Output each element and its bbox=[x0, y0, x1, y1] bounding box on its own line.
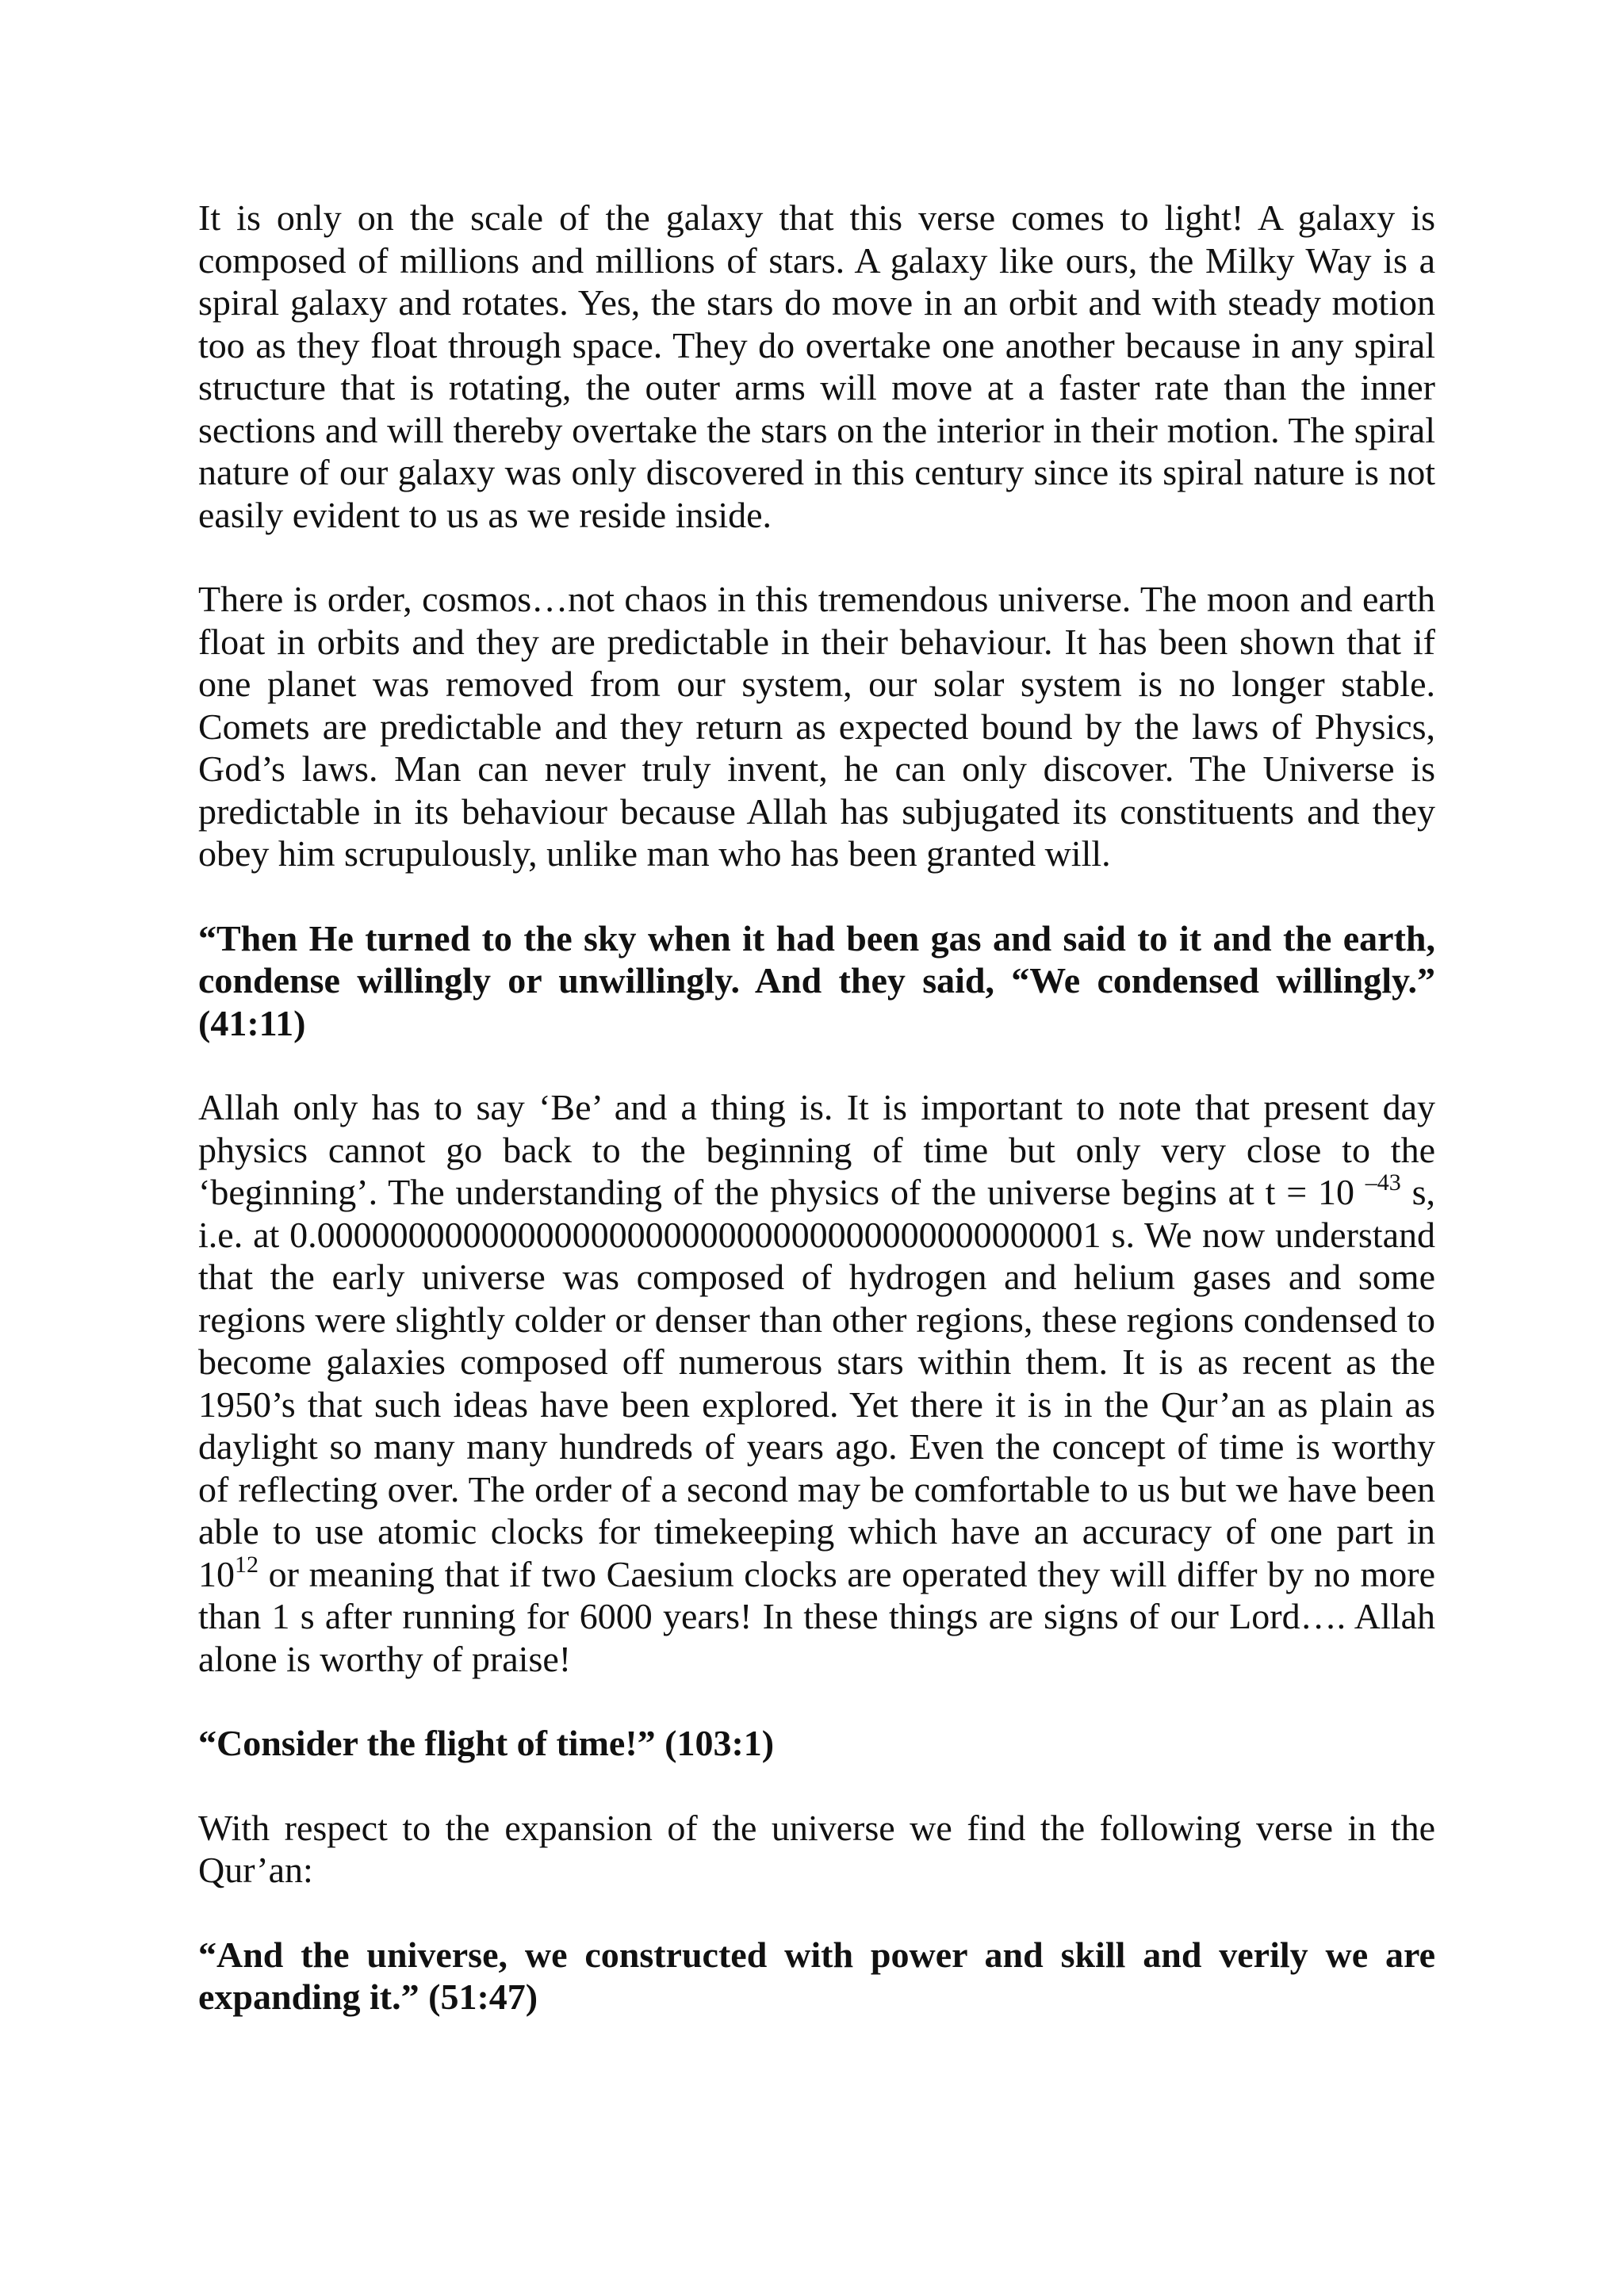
quote-103-1: “Consider the flight of time!” (103:1) bbox=[198, 1723, 775, 1763]
quote-41-11: “Then He turned to the sky when it had been gas and said to it and the earth, condense willingly or unwillingly. And they said, “We condensed willingly.” (41:11) bbox=[198, 917, 1435, 1043]
paragraph-order: There is order, cosmos…not chaos in this tremendous universe. The moon and earth float in orbits and they are predictable in their behaviour. It has been shown that if one planet was removed from our system, our solar system is no longer stable. Comets are predictable and they return as expected bound by the laws of Physics, God’s laws. Man can never truly invent, he can only discover. The Universe is predictable in its behaviour because Allah has subjugated its constituents and they obey him scrupulously, unlike man who has been granted will. bbox=[198, 579, 1435, 874]
paragraph-physics-part-b: s, i.e. at 0.0000000000000000000000000000000000000000001 s. We now understand that the early universe was composed of hydrogen and helium gases and some regions were slightly colder or denser than other regions, these regions condensed to become galaxies composed off numerous stars within them. It is as recent as the 1950’s that such ideas have been explored. Yet there it is in the Qur’an as plain as daylight so many many hundreds of years ago. Even the concept of time is worthy of reflecting over. The order of a second may be comfortable to us but we have been able to use atomic clocks for timekeeping which have an accuracy of one part in 10 bbox=[198, 1172, 1436, 1594]
exponent-minus-43: –43 bbox=[1365, 1169, 1401, 1196]
exponent-12: 12 bbox=[235, 1551, 259, 1578]
paragraph-physics bbox=[198, 1086, 1435, 1680]
paragraph-galaxy: It is only on the scale of the galaxy that this verse comes to light! A galaxy is composed of millions and millions of stars. A galaxy like ours, the Milky Way is a spiral galaxy and rotates. Yes, the stars do move in an orbit and with steady motion too as they float through space. They do overtake one another because in any spiral structure that is rotating, the outer arms will move at a faster rate than the inner sections and will thereby overtake the stars on the interior in their motion. The spiral nature of our galaxy was only discovered in this century since its spiral nature is not easily evident to us as we reside inside. bbox=[198, 197, 1435, 535]
quote-51-47: “And the universe, we constructed with power and skill and verily we are expanding it.” (51:47) bbox=[198, 1934, 1435, 2017]
document-page bbox=[198, 197, 1435, 2061]
paragraph-physics-part-c: or meaning that if two Caesium clocks are operated they will differ by no more than 1 s after running for 6000 years! In these things are signs of our Lord…. Allah alone is worthy of praise! bbox=[198, 1553, 1435, 1679]
paragraph-expansion: With respect to the expansion of the universe we find the following verse in the Qur’an: bbox=[198, 1807, 1435, 1890]
paragraph-physics-part-a: Allah only has to say ‘Be’ and a thing is. It is important to note that present day physics cannot go back to the beginning of time but only very close to the ‘beginning’. The understanding of the physics of the universe begins at t = 10 bbox=[198, 1087, 1435, 1212]
